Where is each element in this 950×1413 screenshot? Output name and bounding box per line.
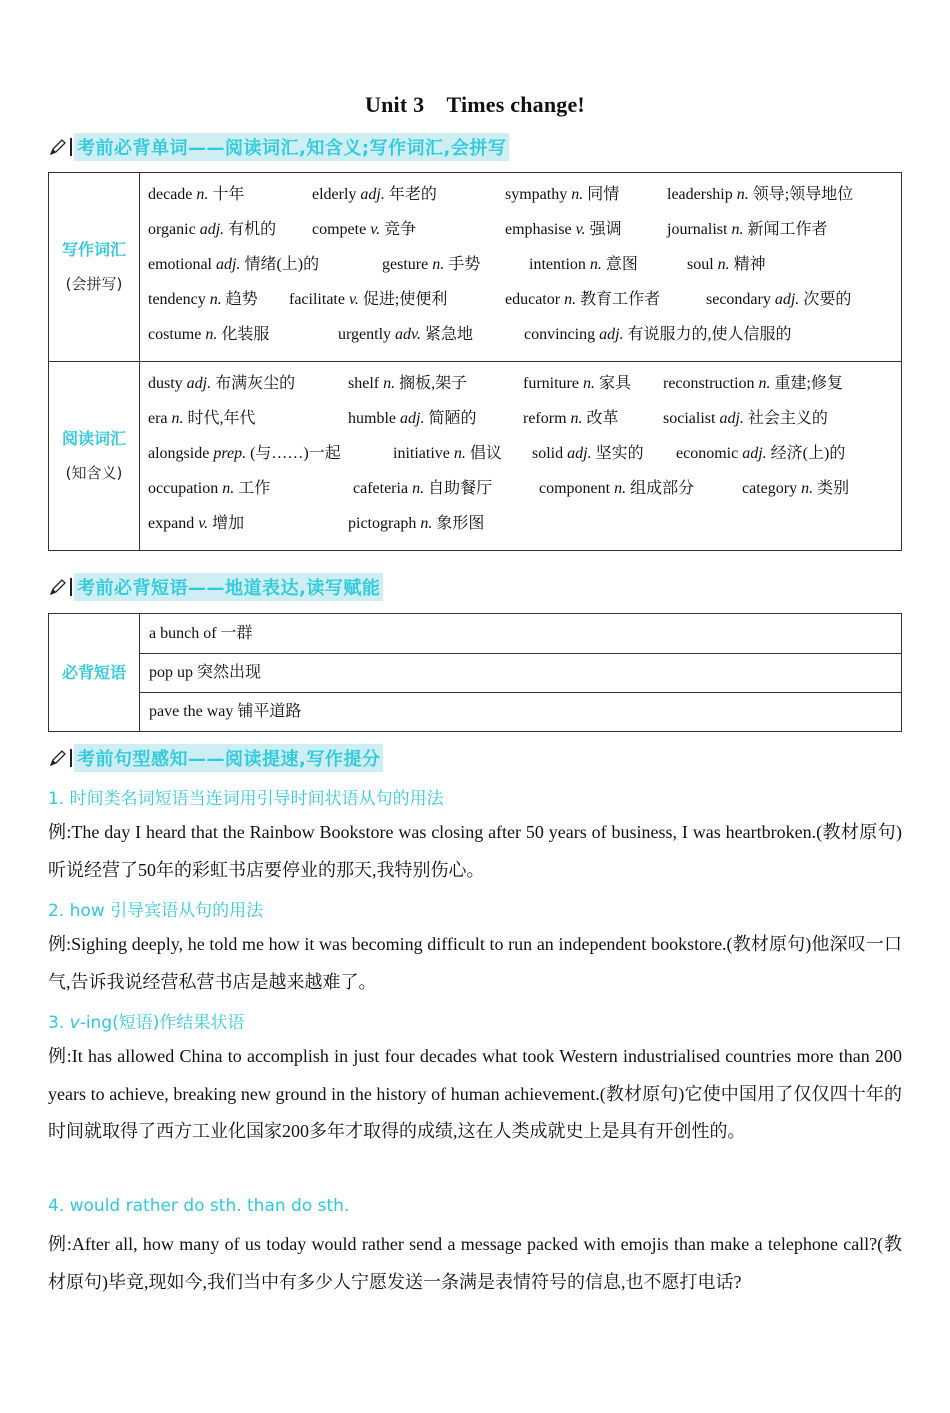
vocab-word: facilitate	[289, 291, 349, 308]
pencil-icon	[48, 748, 68, 768]
vocab-entry	[289, 282, 447, 317]
sentence-heading-2: 2. how 引导宾语从句的用法	[48, 901, 264, 921]
vocab-entry	[529, 247, 638, 282]
vocab-word: leadership	[667, 186, 737, 203]
vocab-meaning: 坚实的	[591, 445, 644, 462]
vocab-pos: n.	[209, 291, 222, 308]
vocab-entry	[148, 212, 276, 247]
reading-vocab-line	[148, 506, 893, 541]
vocab-pos: n.	[758, 375, 771, 392]
vocab-pos: n.	[222, 480, 235, 497]
vocab-entry	[348, 401, 476, 436]
reading-vocab-sub: (知含义)	[65, 464, 123, 482]
vocab-entry	[505, 177, 619, 212]
phrase-section-title: 考前必背短语——地道表达,读写赋能	[74, 573, 383, 601]
vocab-entry	[338, 317, 473, 352]
vocab-pos: adj.	[199, 221, 225, 238]
vocab-meaning: 同情	[583, 186, 620, 203]
vocab-meaning: 重建;修复	[770, 375, 843, 392]
vocab-entry	[148, 506, 244, 541]
vocab-pos: adj.	[742, 445, 767, 462]
writing-vocab-row	[49, 173, 902, 362]
phrase-table	[48, 613, 902, 732]
vocab-meaning: 年老的	[384, 186, 437, 203]
vocab-entry	[539, 471, 694, 506]
vocab-word: reconstruction	[663, 375, 759, 392]
vocab-word: category	[742, 480, 802, 497]
vocab-meaning: 竞争	[380, 221, 417, 238]
vocab-pos: n.	[420, 515, 433, 532]
vocab-word: shelf	[348, 375, 384, 392]
vocab-meaning: 手势	[444, 256, 481, 273]
vocab-word: emphasise	[505, 221, 576, 238]
phrase-label: 必背短语	[61, 662, 126, 682]
vocab-entry	[312, 177, 437, 212]
vocab-pos: n.	[383, 375, 396, 392]
writing-vocab-label: 写作词汇	[61, 240, 126, 259]
phrase-list	[140, 614, 902, 732]
reading-vocab-line	[148, 471, 893, 506]
vocab-word: tendency	[148, 291, 210, 308]
vocab-word: gesture	[382, 256, 433, 273]
vocab-word: pictograph	[348, 515, 421, 532]
vocab-pos: v.	[198, 515, 209, 532]
vocab-meaning: 类别	[813, 480, 850, 497]
writing-vocab-list	[140, 173, 902, 362]
vocab-entry	[523, 366, 631, 401]
vocab-word: decade	[148, 186, 197, 203]
header-divider	[70, 749, 72, 767]
writing-vocab-line	[148, 317, 893, 352]
vocab-pos: n.	[614, 480, 627, 497]
vocab-pos: n.	[453, 445, 466, 462]
writing-vocab-line	[148, 177, 893, 212]
sentence-example-1: 例:The day I heard that the Rainbow Bookstore was closing after 50 years of business, I was heartbroken.(教材原句)听说经营了50年的彩虹书店要停业的那天,我特别伤心。	[48, 822, 902, 880]
vocab-pos: n.	[736, 186, 749, 203]
vocab-pos: n.	[432, 256, 445, 273]
vocab-meaning: 布满灰尘的	[211, 375, 296, 392]
reading-vocab-label: 阅读词汇	[61, 429, 126, 448]
vocab-meaning: 领导;领导地位	[748, 186, 854, 203]
vocab-entry	[348, 506, 484, 541]
vocab-meaning: 化装服	[217, 326, 270, 343]
vocab-word: emotional	[148, 256, 216, 273]
vocab-meaning: 简陋的	[424, 410, 477, 427]
vocab-pos: n.	[801, 480, 814, 497]
vocab-word: solid	[532, 445, 568, 462]
vocab-pos: adj.	[400, 410, 425, 427]
vocab-pos: v.	[370, 221, 381, 238]
vocab-meaning: 倡议	[465, 445, 502, 462]
writing-vocab-sub: (会拼写)	[65, 275, 123, 293]
vocab-pos: adj.	[215, 256, 241, 273]
vocab-word: secondary	[706, 291, 775, 308]
vocab-pos: n.	[205, 326, 218, 343]
reading-vocab-line	[148, 436, 893, 471]
vocab-pos: adj.	[774, 291, 800, 308]
vocab-word: convincing	[524, 326, 600, 343]
vocab-meaning: 新闻工作者	[743, 221, 828, 238]
vocab-word: cafeteria	[353, 480, 413, 497]
vocab-word: humble	[348, 410, 400, 427]
vocab-meaning: 时代,年代	[183, 410, 256, 427]
sentence-heading-4: 4. would rather do sth. than do sth.	[48, 1196, 350, 1216]
vocab-entry	[663, 366, 843, 401]
vocab-pos: adj.	[719, 410, 744, 427]
vocab-meaning: 象形图	[432, 515, 485, 532]
vocab-word: soul	[687, 256, 718, 273]
vocab-entry	[312, 212, 416, 247]
sentence-example-4: 例:After all, how many of us today would rather send a message packed with emojis than make a telephone call?(教材原句)毕竟,现如今,我们当中有多少人宁愿发送一条满是表情符号的信息,也不愿打电话?	[48, 1234, 902, 1292]
phrase-row	[49, 614, 902, 732]
page-title: Unit 3 Times change!	[365, 92, 585, 117]
vocab-section-header	[48, 134, 509, 160]
vocab-meaning: (与……)一起	[246, 445, 341, 462]
vocab-word: initiative	[393, 445, 454, 462]
vocab-entry	[667, 212, 827, 247]
phrase-item: a bunch of 一群	[149, 624, 253, 642]
writing-vocab-line	[148, 247, 893, 282]
reading-vocab-line	[148, 401, 893, 436]
vocab-meaning: 改革	[582, 410, 619, 427]
vocab-word: educator	[505, 291, 565, 308]
vocab-pos: adj.	[599, 326, 624, 343]
phrase-label-cell	[49, 614, 140, 732]
vocab-pos: n.	[196, 186, 209, 203]
vocab-entry	[505, 282, 660, 317]
phrase-section-header	[48, 574, 383, 600]
vocab-meaning: 十年	[208, 186, 245, 203]
reading-vocab-row	[49, 362, 902, 551]
vocab-word: alongside	[148, 445, 214, 462]
vocab-pos: n.	[731, 221, 744, 238]
vocab-pos: n.	[571, 186, 584, 203]
vocab-word: component	[539, 480, 615, 497]
vocab-entry	[676, 436, 845, 471]
vocab-pos: n.	[717, 256, 730, 273]
sentence-section-header	[48, 745, 383, 771]
phrase-item: pop up 突然出现	[140, 653, 901, 692]
vocab-section-title: 考前必背单词——阅读词汇,知含义;写作词汇,会拼写	[74, 133, 509, 161]
vocab-word: journalist	[667, 221, 732, 238]
phrase-item: pave the way 铺平道路	[140, 692, 901, 731]
vocab-entry	[523, 401, 619, 436]
vocab-word: intention	[529, 256, 590, 273]
pencil-icon	[48, 137, 68, 157]
vocab-entry	[148, 317, 269, 352]
vocab-pos: n.	[564, 291, 577, 308]
vocab-table	[48, 172, 902, 551]
reading-vocab-label-cell	[49, 362, 140, 551]
vocab-meaning: 教育工作者	[576, 291, 661, 308]
vocab-meaning: 社会主义的	[743, 410, 828, 427]
vocab-meaning: 促进;使便利	[358, 291, 448, 308]
vocab-meaning: 紧急地	[420, 326, 473, 343]
vocab-entry	[663, 401, 828, 436]
vocab-pos: n.	[412, 480, 425, 497]
vocab-entry	[148, 436, 341, 471]
vocab-meaning: 增加	[208, 515, 245, 532]
vocab-entry	[505, 212, 622, 247]
writing-vocab-line	[148, 212, 893, 247]
vocab-meaning: 组成部分	[626, 480, 695, 497]
sentence-heading-3-num: 3.	[48, 1013, 70, 1033]
vocab-meaning: 意图	[601, 256, 638, 273]
vocab-entry	[148, 282, 258, 317]
vocab-pos: adj.	[186, 375, 212, 392]
vocab-pos: n.	[171, 410, 184, 427]
vocab-entry	[393, 436, 502, 471]
vocab-entry	[148, 471, 270, 506]
header-divider	[70, 578, 72, 596]
vocab-pos: n.	[582, 375, 595, 392]
sentence-example-3: 例:It has allowed China to accomplish in just four decades what took Western industrialised countries more than 200 years to achieve, breaking new ground in the history of human achievement.(教材原句)它使中国用了仅仅四十年的时间就取得了西方工业化国家200多年才取得的成绩,这在人类成就史上是具有开创性的。	[48, 1046, 902, 1141]
vocab-word: expand	[148, 515, 199, 532]
vocab-word: organic	[148, 221, 200, 238]
vocab-pos: v.	[348, 291, 359, 308]
reading-vocab-list	[140, 362, 902, 551]
vocab-entry	[148, 401, 256, 436]
vocab-word: costume	[148, 326, 206, 343]
sentence-heading-3-italic: v	[69, 1013, 80, 1033]
vocab-pos: adj.	[567, 445, 592, 462]
vocab-entry	[742, 471, 849, 506]
vocab-word: economic	[676, 445, 743, 462]
vocab-entry	[148, 366, 295, 401]
vocab-pos: adj.	[360, 186, 385, 203]
vocab-entry	[532, 436, 644, 471]
vocab-meaning: 经济(上)的	[766, 445, 846, 462]
reading-vocab-line	[148, 366, 893, 401]
vocab-pos: n.	[570, 410, 583, 427]
vocab-meaning: 强调	[585, 221, 622, 238]
vocab-pos: v.	[575, 221, 586, 238]
vocab-meaning: 自助餐厅	[424, 480, 493, 497]
vocab-entry	[706, 282, 851, 317]
vocab-meaning: 趋势	[221, 291, 258, 308]
writing-vocab-label-cell	[49, 173, 140, 362]
vocab-meaning: 次要的	[799, 291, 852, 308]
vocab-word: elderly	[312, 186, 361, 203]
vocab-meaning: 家具	[594, 375, 631, 392]
vocab-meaning: 有说服力的,使人信服的	[623, 326, 792, 343]
vocab-entry	[382, 247, 480, 282]
vocab-entry	[148, 177, 244, 212]
vocab-word: dusty	[148, 375, 187, 392]
sentence-heading-3	[48, 1008, 244, 1033]
vocab-meaning: 有机的	[224, 221, 277, 238]
vocab-pos: prep.	[213, 445, 247, 462]
vocab-entry	[524, 317, 792, 352]
vocab-meaning: 工作	[234, 480, 271, 497]
vocab-word: urgently	[338, 326, 396, 343]
pencil-icon	[48, 577, 68, 597]
vocab-entry	[353, 471, 492, 506]
vocab-entry	[148, 247, 319, 282]
vocab-word: furniture	[523, 375, 583, 392]
vocab-word: era	[148, 410, 172, 427]
header-divider	[70, 138, 72, 156]
vocab-word: reform	[523, 410, 571, 427]
sentence-heading-3-rest: -ing(短语)作结果状语	[79, 1013, 245, 1033]
vocab-meaning: 精神	[729, 256, 766, 273]
vocab-word: compete	[312, 221, 371, 238]
vocab-entry	[348, 366, 467, 401]
writing-vocab-line	[148, 282, 893, 317]
vocab-entry	[667, 177, 853, 212]
vocab-word: socialist	[663, 410, 720, 427]
vocab-word: sympathy	[505, 186, 572, 203]
sentence-heading-1: 1. 时间类名词短语当连词用引导时间状语从句的用法	[48, 789, 444, 809]
sentence-example-2: 例:Sighing deeply, he told me how it was becoming difficult to run an independent bookstore.(教材原句)他深叹一口气,告诉我说经营私营书店是越来越难了。	[48, 934, 902, 992]
vocab-meaning: 搁板,架子	[395, 375, 468, 392]
vocab-pos: n.	[589, 256, 602, 273]
vocab-meaning: 情绪(上)的	[240, 256, 320, 273]
vocab-word: occupation	[148, 480, 223, 497]
vocab-entry	[687, 247, 766, 282]
vocab-pos: adv.	[395, 326, 421, 343]
sentence-section-title: 考前句型感知——阅读提速,写作提分	[74, 744, 383, 772]
